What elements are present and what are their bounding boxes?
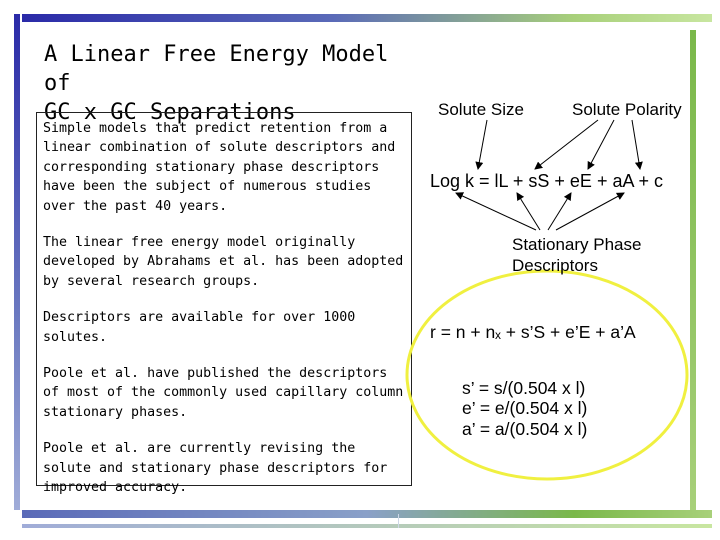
paragraph: Simple models that predict retention from a linear combination of solute descriptors and corresponding stationary phase descriptors have been the subject of numerous studies over the past 40 years.	[43, 121, 396, 214]
arrow-polarity-to-E	[588, 120, 614, 169]
arrow-phase-to-e	[548, 193, 571, 230]
title-line-1: A Linear Free Energy Model of	[44, 42, 389, 96]
arrow-phase-to-a	[556, 193, 624, 230]
a-prime-equation: a’ = a/(0.504 x l)	[462, 419, 588, 439]
log-k-equation: Log k = lL + sS + eE + aA + c	[430, 171, 663, 191]
highlight-ellipse	[407, 271, 687, 479]
r-equation: r = n + nₓ + s’S + e’E + a’A	[430, 322, 636, 342]
paragraph: Descriptors are available for over 1000 solutes.	[43, 310, 356, 345]
paragraph: Poole et al. have published the descriptors of most of the commonly used capillary column stationary phases.	[43, 366, 404, 420]
arrow-polarity-to-S	[535, 120, 598, 169]
arrow-phase-to-s	[517, 193, 540, 230]
paragraph: The linear free energy model originally developed by Abrahams et al. has been adopted by several research groups.	[43, 235, 404, 289]
s-prime-equation: s’ = s/(0.504 x l)	[462, 378, 586, 398]
arrow-phase-to-l	[456, 193, 536, 230]
descriptors-label: Descriptors	[512, 256, 598, 275]
arrow-polarity-to-A	[632, 120, 640, 169]
solute-size-label: Solute Size	[438, 100, 524, 119]
title-line-2: GC x GC Separations	[44, 100, 296, 125]
arrow-size-to-L	[478, 120, 487, 169]
stationary-phase-label: Stationary Phase	[512, 235, 642, 254]
paragraph: Poole et al. are currently revising the solute and stationary phase descriptors for improved accuracy.	[43, 441, 388, 496]
solute-polarity-label: Solute Polarity	[572, 100, 682, 119]
e-prime-equation: e’ = e/(0.504 x l)	[462, 398, 588, 418]
